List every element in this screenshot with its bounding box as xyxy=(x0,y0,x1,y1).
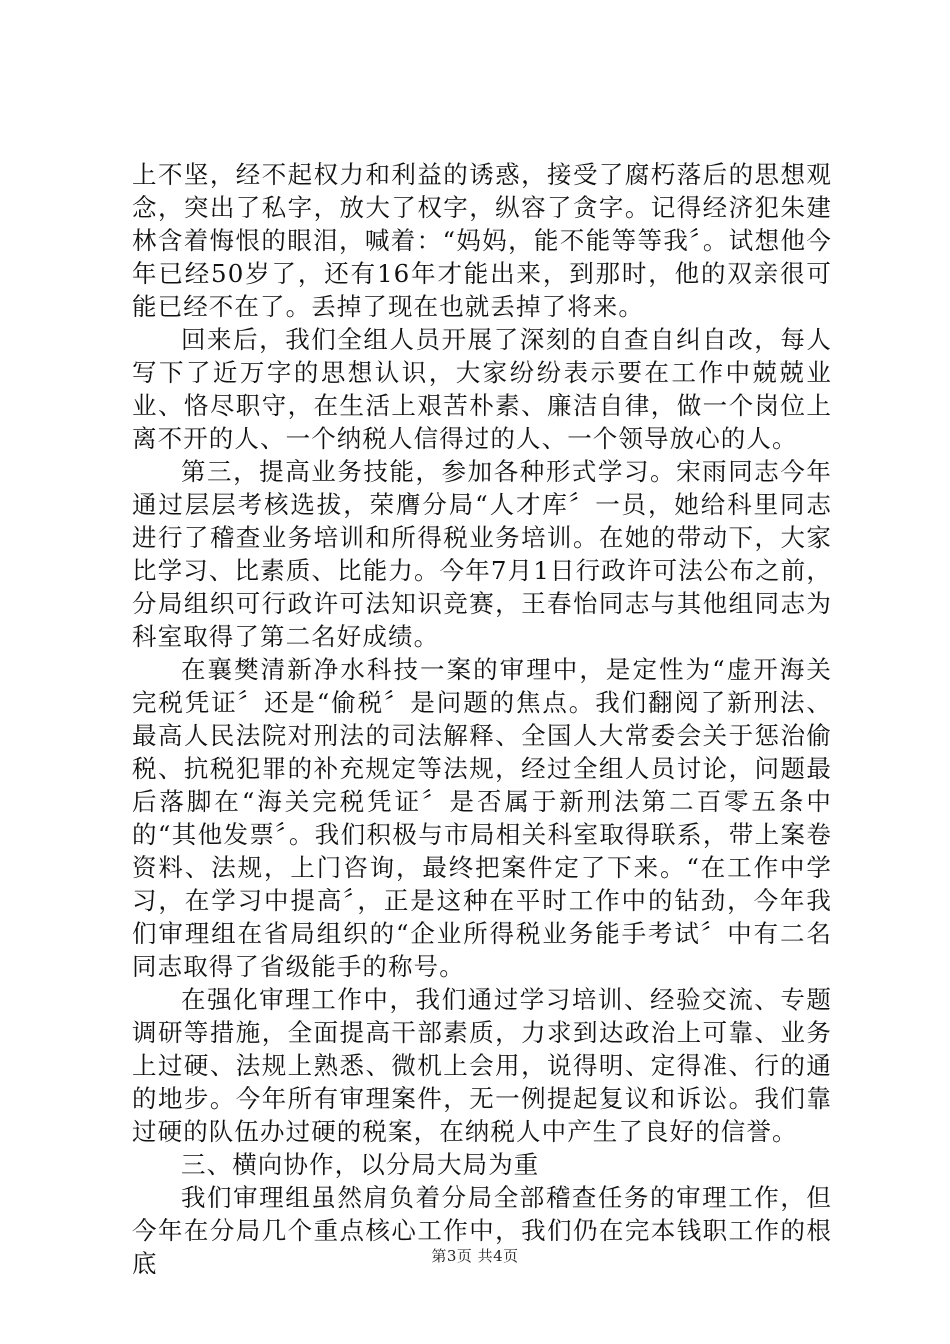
section-heading-three: 三、横向协作，以分局大局为重 xyxy=(181,1150,540,1179)
paragraph-third-point: 第三，提高业务技能，参加各种形式学习。宋雨同志今年通过层层考核选拔，荣膺分局“人才库〞一员，她给科里同志进行了稽查业务培训和所得税业务培训。在她的带动下，大家比学习、比素质、比能力。今年7月1日行政许可法公布之前，分局组织可行政许可法知识竞赛，王春怡同志与其他组同志为科室取得了第二名好成绩。 xyxy=(132,457,832,651)
paragraph-continuation: 上不坚，经不起权力和利益的诱惑，接受了腐朽落后的思想观念，突出了私字，放大了权字，纵容了贪字。记得经济犯朱建林含着悔恨的眼泪，喊着：“妈妈，能不能等等我〞。试想他今年已经50岁了，还有16年才能出来，到那时，他的双亲很可能已经不在了。丢掉了现在也就丢掉了将来。 xyxy=(132,160,832,321)
body-text xyxy=(132,158,832,1280)
paragraph-collaboration: 我们审理组虽然肩负着分局全部稽查任务的审理工作，但今年在分局几个重点核心工作中，我们仍在完本钱职工作的根底 xyxy=(132,1183,832,1278)
paragraph-case-review: 在襄樊清新净水科技一案的审理中，是定性为“虚开海关完税凭证〞还是“偷税〞是问题的焦点。我们翻阅了新刑法、最高人民法院对刑法的司法解释、全国人大常委会关于惩治偷税、抗税犯罪的补充规定等法规，经过全组人员讨论，问题最后落脚在“海关完税凭证〞是否属于新刑法第二百零五条中的“其他发票〞。我们积极与市局相关科室取得联系，带上案卷资料、法规，上门咨询，最终把案件定了下来。“在工作中学习，在学习中提高〞，正是这种在平时工作中的钻劲，今年我们审理组在省局组织的“企业所得税业务能手考试〞中有二名同志取得了省级能手的称号。 xyxy=(132,655,832,981)
paragraph-self-inspection: 回来后，我们全组人员开展了深刻的自查自纠自改，每人写下了近万字的思想认识，大家纷纷表示要在工作中兢兢业业、恪尽职守，在生活上艰苦朴素、廉洁自律，做一个岗位上离不开的人、一个纳税人信得过的人、一个领导放心的人。 xyxy=(132,325,832,453)
page-number: 第3页 共4页 xyxy=(431,1247,519,1265)
paragraph-strengthen-review: 在强化审理工作中，我们通过学习培训、经验交流、专题调研等措施，全面提高干部素质，力求到达政治上可靠、业务上过硬、法规上熟悉、微机上会用，说得明、定得准、行的通的地步。今年所有审理案件，无一例提起复议和诉讼。我们靠过硬的队伍办过硬的税案，在纳税人中产生了良好的信誉。 xyxy=(132,985,832,1146)
